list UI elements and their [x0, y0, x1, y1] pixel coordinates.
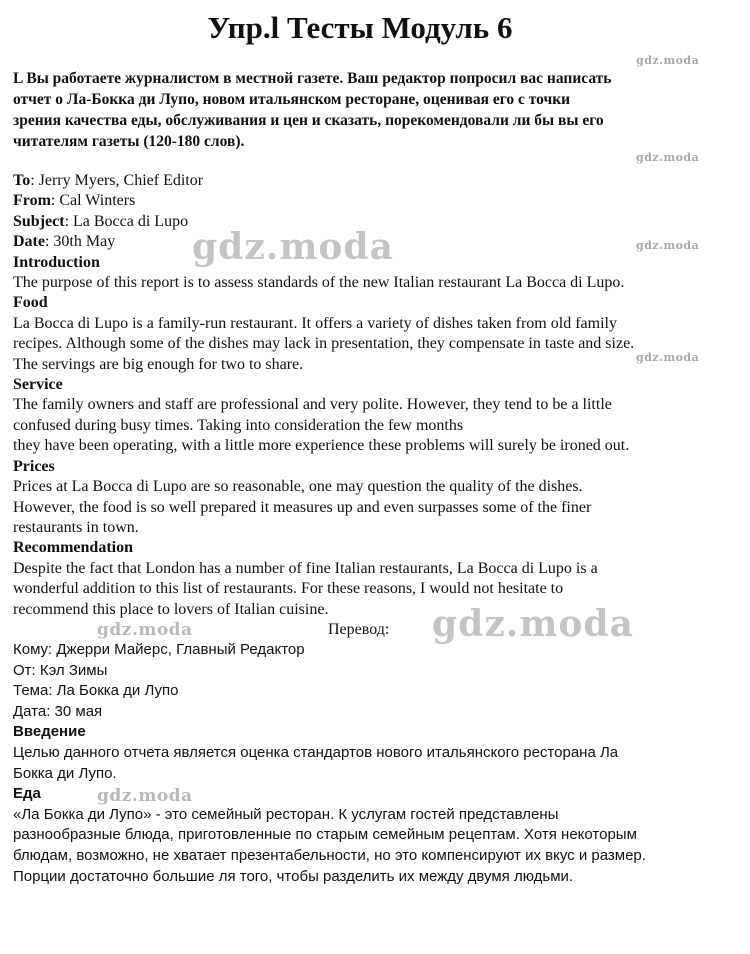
- task-line: отчет о Ла-Бокка ди Лупо, новом итальянском ресторане, оценивая его с точки: [13, 91, 571, 108]
- food-text: recipes. Although some of the dishes may lack in presentation, they compensate in taste and size.: [13, 335, 635, 353]
- translation-from-line: От: Кэл Зимы: [13, 661, 108, 679]
- introduction-text: The purpose of this report is to assess standards of the new Italian restaurant La Bocca di Lupo.: [13, 274, 625, 292]
- watermark: gdz.moda: [432, 603, 634, 645]
- subject-label: Subject: [13, 212, 65, 230]
- recommendation-heading: Recommendation: [13, 539, 133, 557]
- translation-label: Перевод:: [328, 621, 390, 638]
- russian-translation: [13, 640, 743, 887]
- food-heading: Food: [13, 294, 48, 312]
- watermark: gdz.moda: [636, 54, 700, 67]
- translation-food-text: разнообразные блюда, приготовленные по старым семейным рецептам. Хотя некоторым: [13, 826, 637, 844]
- watermark: gdz.moda: [97, 620, 193, 640]
- recommendation-text: Despite the fact that London has a number of fine Italian restaurants, La Bocca di Lupo is a: [13, 559, 598, 577]
- page-title: Упр.l Тесты Модуль 6: [207, 10, 513, 45]
- subject-value: : La Bocca di Lupo: [64, 212, 189, 230]
- prices-heading: Prices: [13, 457, 55, 475]
- translation-introduction-text: Целью данного отчета является оценка стандартов нового итальянского ресторана Ла: [13, 743, 619, 761]
- date-value: : 30th May: [44, 233, 116, 251]
- task-line: зрения качества еды, обслуживания и цен и сказать, порекомендовали ли бы вы его: [13, 112, 604, 129]
- to-label: To: [13, 172, 31, 189]
- recommendation-text: recommend this place to lovers of Italian cuisine.: [13, 600, 329, 618]
- prices-text: However, the food is so well prepared it measures up and even surpasses some of the finer: [13, 498, 592, 516]
- translation-introduction-text: Бокка ди Лупо.: [13, 764, 117, 782]
- service-text: confused during busy times. Taking into consideration the few months: [13, 416, 464, 434]
- from-label: From: [13, 192, 51, 210]
- translation-date-line: Дата: 30 мая: [13, 702, 103, 720]
- translation-food-text: Порции достаточно большие ля того, чтобы разделить их между двумя людьми.: [13, 867, 574, 885]
- service-text: The family owners and staff are professional and very polite. However, they tend to be a little: [13, 396, 612, 414]
- watermark: gdz.moda: [192, 226, 394, 268]
- translation-food-text: «Ла Бокка ди Лупо» - это семейный ресторан. К услугам гостей представлены: [13, 805, 559, 823]
- translation-food-heading: Еда: [13, 785, 41, 803]
- watermark: gdz.moda: [636, 151, 700, 164]
- food-text: La Bocca di Lupo is a family-run restaurant. It offers a variety of dishes taken from old family: [13, 314, 617, 332]
- introduction-heading: Introduction: [13, 253, 100, 271]
- translation-to-line: Кому: Джерри Майерс, Главный Редактор: [13, 641, 305, 658]
- to-value: : Jerry Myers, Chief Editor: [30, 172, 204, 189]
- service-heading: Service: [13, 376, 63, 394]
- food-text: The servings are big enough for two to share.: [13, 355, 304, 373]
- task-line: L Вы работаете журналистом в местной газете. Ваш редактор попросил вас написать: [13, 70, 612, 87]
- translation-food-text: блюдам, возможно, не хватает презентабельности, но это компенсируют их вкус и размер.: [13, 846, 646, 864]
- watermark: gdz.moda: [636, 239, 700, 252]
- watermark: gdz.moda: [97, 786, 193, 806]
- recommendation-text: wonderful addition to this list of restaurants. For these reasons, I would not hesitate to: [13, 580, 564, 598]
- task-instructions: [13, 68, 733, 152]
- to-field: [13, 171, 738, 191]
- from-field: [13, 191, 738, 211]
- from-value: : Cal Winters: [50, 192, 136, 210]
- translation-introduction-heading: Введение: [13, 723, 86, 741]
- prices-text: restaurants in town.: [13, 518, 139, 536]
- watermark: gdz.moda: [636, 351, 700, 364]
- translation-subject-line: Тема: Ла Бокка ди Лупо: [13, 682, 179, 700]
- service-text: they have been operating, with a little more experience these problems will surely be ironed out.: [13, 437, 630, 455]
- task-line: читателям газеты (120-180 слов).: [13, 133, 245, 150]
- date-label: Date: [13, 233, 45, 251]
- prices-text: Prices at La Bocca di Lupo are so reasonable, one may question the quality of the dishes.: [13, 478, 583, 496]
